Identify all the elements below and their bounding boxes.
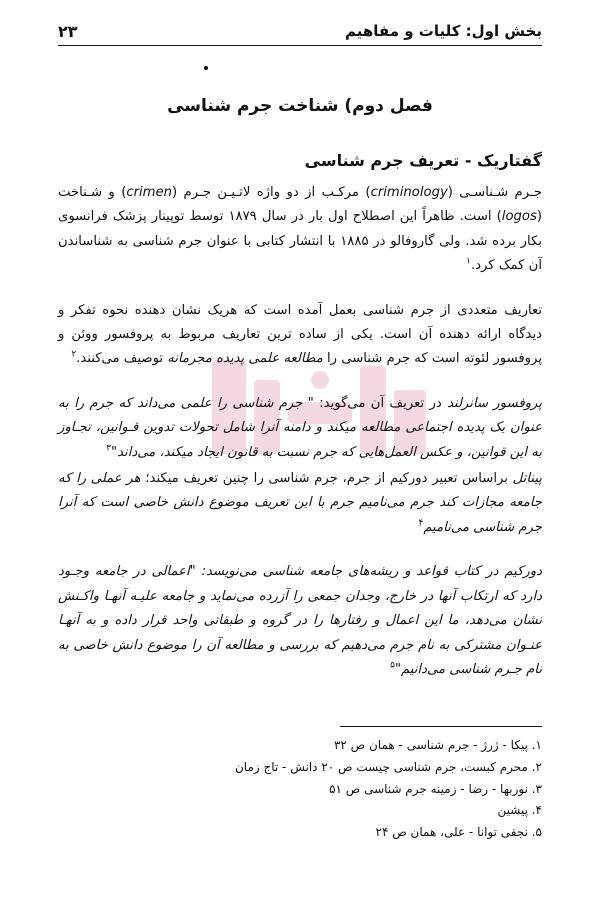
footnotes-list: [58, 735, 542, 844]
footnote-item: ۵. نجفی توانا - علی، همان ص ۲۴: [375, 825, 542, 840]
paragraph-5: [58, 560, 542, 682]
footnote-ref-1: ۱: [466, 256, 471, 267]
p3-person-name: پروفسور سانرلند: [447, 395, 542, 411]
footnote-item: ۲. محرم کبست، جرم شناسی چیست ص ۲۰ دانش - تاج زمان: [234, 759, 542, 774]
paragraph-2: [58, 299, 542, 372]
paragraph-3: [58, 392, 542, 465]
footnote-ref-4: ۴: [418, 518, 424, 529]
footnote-ref-2: ۲: [71, 350, 77, 361]
p3-quote: " جرم شناسی را علمی می‌داند که جرم را به عنوان یک پدیده اجتماعی مطالعه میکند و دامنه آنرا شامل تحولات تدوین قـوانین، تجـاوز به این قوانین، و عکس العمل‌هایی که جرم نسبت به قانون ایجاد میکند، می‌داند": [58, 395, 542, 460]
paragraph-1: [58, 181, 542, 279]
page-number: ۲۳: [58, 22, 78, 41]
p4-quote: هر عملی را که جامعه مجازات کند جرم می‌نامیم جرم با این تعریف موضوع دانش خاصی است که آنرا جرم شناسی می‌نامیم: [58, 471, 542, 535]
latin-term-crimen: crimen: [126, 185, 172, 200]
footnote-item: ۱. پیکا - ژرژ - جرم شناسی - همان ص ۳۲: [333, 738, 542, 752]
header-title: بخش اول: کلیات و مفاهیم: [344, 22, 542, 40]
latin-term-criminology: criminology: [370, 185, 448, 200]
latin-term-logos: logos: [501, 209, 537, 225]
stray-dot: [204, 66, 208, 70]
section-title: گفتاریک - تعریف جرم شناسی: [304, 151, 542, 170]
header-rule: [58, 45, 542, 46]
p1-text-c: ) و شـناخت (: [58, 185, 542, 225]
p5-quote: "اعمالی در جامعه وجـود دارد که ارتکاب آنها در خارج، وجدان جمعی را آزرده می‌نماید و جامعه علیـه آنهـا واکـنش نشان می‌دهد، ما این اعمال و رفتارها را در گروه و طبقاتی واحد قرار داده و به آنهـا عنـوان مشترکی به نام جرم می‌دهیم که بررسی و مطالعه آن را موضوع دانش خاصی به نام جـرم شناسی می‌دانیم": [58, 564, 542, 677]
p4-text-a: براساس تعبیر دورکیم از جرم، جرم شناسی را چنین تعریف میکند؛: [140, 471, 513, 487]
footnote-rule: [340, 726, 542, 727]
paragraph-4: [58, 467, 542, 540]
p2-italic-phrase: مطالعه علمی پدیده مجرمانه: [167, 351, 323, 367]
footnote-ref-5: ۵: [390, 660, 395, 671]
p1-text-a: جـرم شـناسـی (: [447, 185, 542, 200]
footnote-item: ۳. نوربها - رضا - زمینه جرم شناسی ص ۵۱: [329, 781, 542, 796]
p1-text-d: ) است. ظاهراً این اصطلاح اول بار در سال ۱۸۷۹ توسط توپینار پزشک فرانسوی بکار برده شد. ولی گاروفالو در ۱۸۸۵ با انتشار کتابی با عنوان جرم شناسی به شناساندن آن کمک کرد.: [58, 209, 542, 274]
chapter-title: فصل دوم) شناخت جرم شناسی: [167, 96, 433, 116]
p4-person-name: پیناتل: [512, 471, 542, 487]
p2-text-a: تعاریف متعددی از جرم شناسی بعمل آمده است که هریک نشان دهنده نحوه تفکر و دیدگاه ارائه دهنده آن است. یکی از ساده ترین تعاریف مربوط به پروفسور ووئن و پروفسور لئوته است که جرم شناسی را: [58, 302, 542, 367]
p2-text-b: توصیف می‌کنند.: [76, 351, 168, 367]
body-text: [58, 181, 542, 682]
footnote-ref-3: ۳: [106, 443, 112, 454]
p3-text-a: در تعریف آن می‌گوید:: [313, 395, 448, 411]
p1-text-b: ) مرکـب از دو واژه لاتـیـن جـرم (: [172, 185, 371, 200]
p5-text-a: دورکیم در کتاب قواعد و ریشه‌های جامعه شناسی می‌نویسد:: [195, 564, 542, 580]
footnote-item: ۴. پیشین: [497, 803, 542, 818]
running-header: [58, 22, 542, 44]
